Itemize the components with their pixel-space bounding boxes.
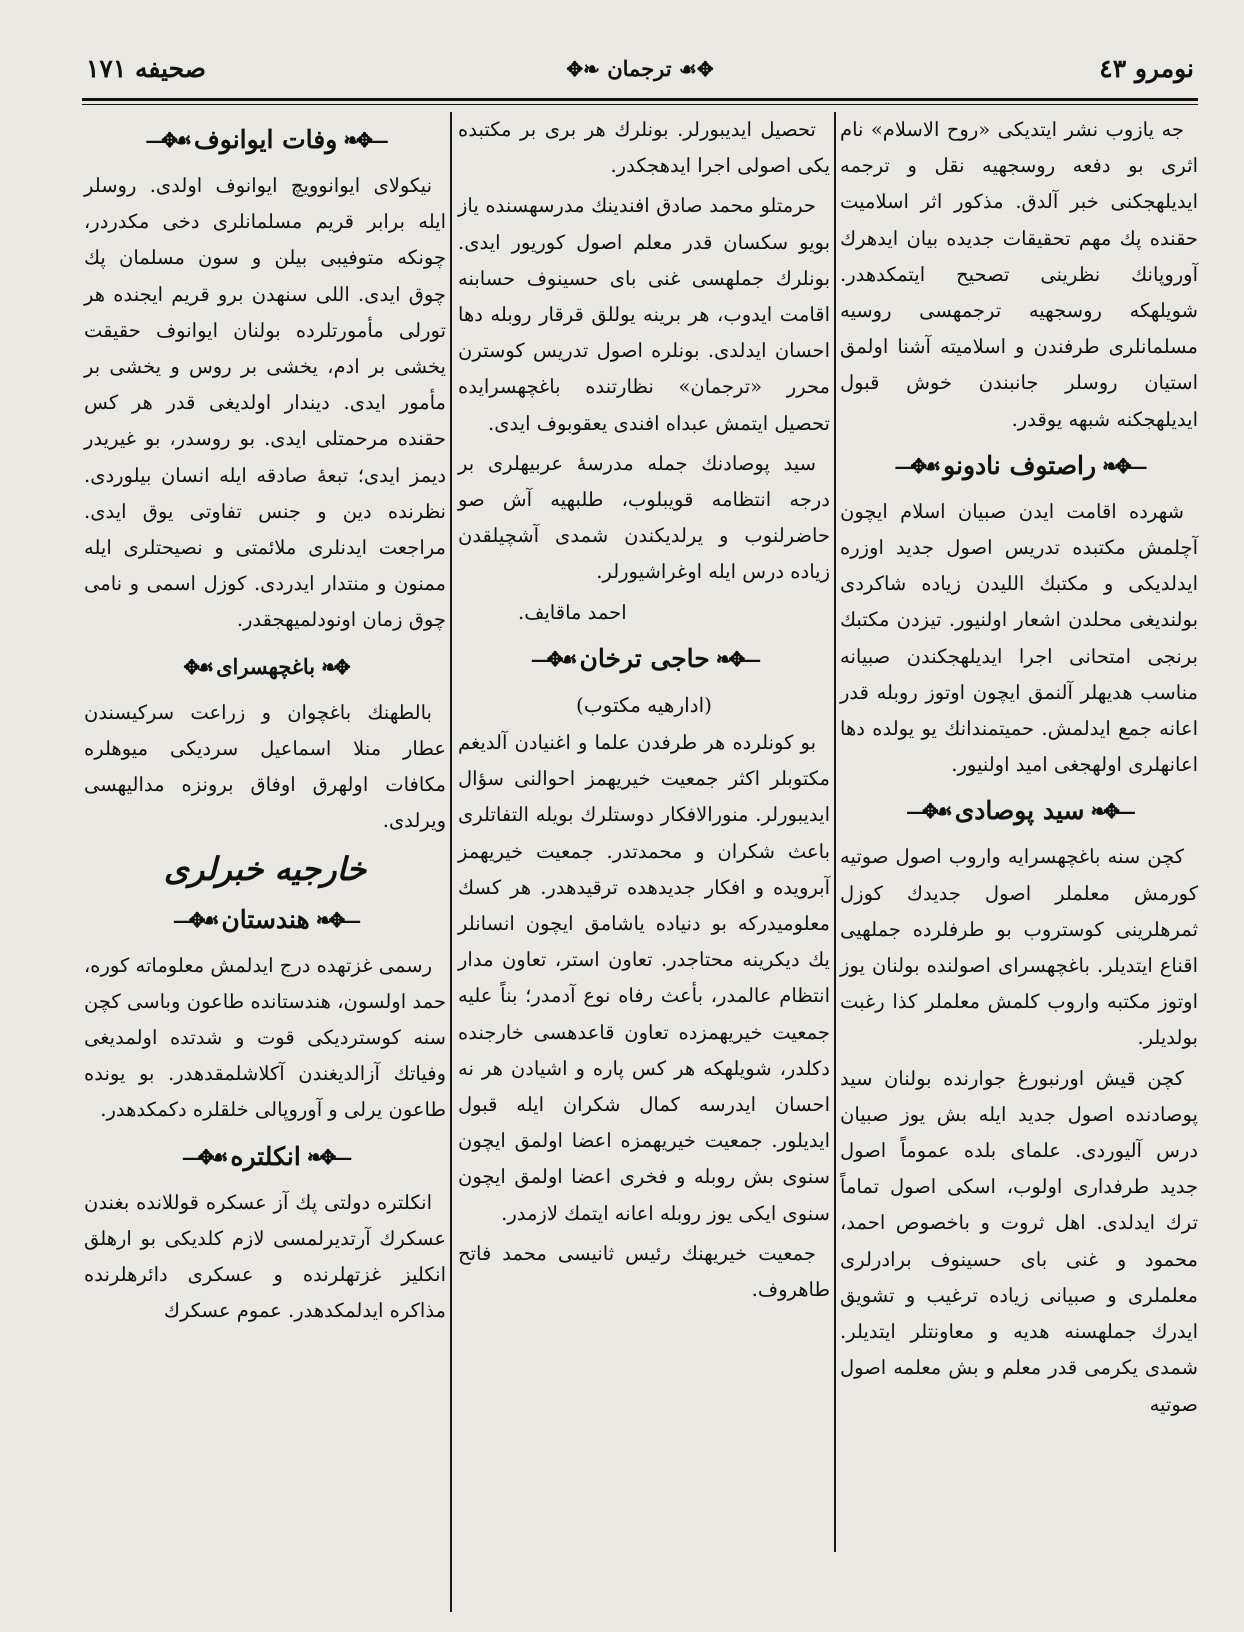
ornament-icon: —✥❧ [315,907,358,932]
article-paragraph: حرمتلو محمد صادق افندینك مدرسهسنده یاز بویو سکسان قدر معلم اصول کوریور ایدی. بونلرك جملهسی غنی بای حسینوف حسابنه اقامت ایدوب، هر برینه یوللق قرقار روبله دها احسان ایدلدی. بونلره اصول تدریس کوسترن محرر «ترجمان» نظارتنده باغچهسرایده تحصیل ایتمش عبداه افندی یعقوبوف ایدی. [458,194,830,435]
page-header [82,50,1198,104]
ornament-icon: ✥❧ [321,654,347,679]
ornament-icon: —✥❧ [715,646,758,671]
ornament-icon: ☙✥— [894,453,938,478]
signature: احمد ماقایف. [518,600,627,624]
ornament-icon: —✥❧ [1102,453,1144,478]
section-heading: —✥❧ حاجی ترخان ☙✥— [458,639,830,679]
article-paragraph: رسمی غزتهده درج ایدلمش معلوماته کوره، حمد اولسون، هندستانده طاعون وباسی کچن سنه کوستردیکی قوت و شدتده اولمدیغی وفیاتك آزالدیغندن آکلاشلمقدهدر. بو یونده طاعون یرلی و آوروپالی خلقلره دکمکدهدر. [84,953,446,1122]
section-heading: —✥❧ هندستان ☙✥— [84,900,446,940]
ornament-icon: ☙✥— [172,907,216,932]
section-heading: ✥❧ باغچهسرای ☙✥ [84,647,446,687]
column-left [84,112,446,1333]
article-paragraph: کچن سنه باغچهسرایه واروب اصول صوتیه کورمش معلملر اصول جدیدك کوزل ثمرهلرینی کوستروب بو طرفلرده جملهیی اقناع ایتدیلر. باغچهسرای اصولنده بولنان یوز اوتوز مکتبه واروب کلمش معلملر کذا رغبت بولدیلر. [840,845,1198,1050]
section-heading: —✥❧ سید پوصادی ☙✥— [840,791,1198,831]
signature: جمعیت خیریهنك رئیس ثانیسی محمد فاتح طاهروف. [458,1241,830,1302]
ornament-icon: ☙✥ [678,57,714,81]
article-paragraph: تحصیل ایدیبورلر. بونلرك هر بری بر مکتبده یکی اصولی اجرا ایدهجکدر. [458,118,830,178]
article-paragraph: انکلتره دولتی پك آز عسکره قوللانده بغندن عسکرك آرتدیرلمسی لازم کلدیکی بو ارهلق انکلیز غزتهلرنده و عسکری دائرهلرنده مذاکره ایدلمکدهدر. عموم عسکرك [84,1190,446,1323]
section-heading: —✥❧ وفات ایوانوف ☙✥— [84,120,446,160]
section-heading: —✥❧ راصتوف نادونو ☙✥— [840,446,1198,486]
article-paragraph: بالطهنك باغچوان و زراعت سرکیسندن عطار منلا اسماعیل سردیکی میوهلره مکافات اولهرق اوفاق برونزه مدالیهسی ویرلدی. [84,700,446,833]
article-paragraph: کچن قیش اورنبورغ جوارنده بولنان سید پوصادنده اصول جدید ایله بش یوز صبیان درس آلیوردی. علمای بلده عموماً اصول جدید طرفداری اولوب، اسکی اصول تماماً ترك ایدلدی. اهل ثروت و باخصوص احمد، محمود و غنی بای حسینوف برادرلری معلملری و صبیانی زیاده ترغیب و تشویق ایدرك جملهسنه هدیه و معاونتلر ایتدیلر. شمدی یکرمی قدر معلم و بش معلمه اصول صوتیه [840,1066,1198,1416]
ornament-icon: ☙✥— [145,128,188,152]
ornament-icon: ☙✥— [530,646,574,671]
article-paragraph: جه یازوب نشر ایتدیکی «روح الاسلام» نام اثری بو دفعه روسجهیه نقل و ترجمه ایدیلهجکنی خبر آلدق. مذکور اثر اسلامیت حقنده پك مهم تحقیقات جدیده بیان ایدهرك آوروپانك نظرینی تصحیح ایتمکدهدر. شویلهکه روسجهیه ترجمهسی روسیه مسلمانلری طرفندن و اسلامیته آشنا اولمق استیان روسلر جانبندن خوش قبول ایدیلهجکنه شبهه یوقدر. [840,118,1198,431]
article-paragraph: بو کونلرده هر طرفدن علما و اغنیادن آلدیغم مکتوبلر اکثر جمعیت خیریهمز احوالنی سؤال ایدیبورلر. منورالافکار دوستلرك بویله التفاتلری باعث شکران و محمدتدر. جمعیت خیریهمز آبرویده و افکار جدیدهده ترقیدهدر. هر کسك معلومیدرکه بو دنیاده یاشامق ایچون انسانلر یك دیکرینه محتاجدر. تعاون استر، تعاون مدار انتظام عالمدر، بأعث رفاه نوع آدمدر؛ بناً علیه جمعیت خیریهمزده تعاون قاعدهسی خارجنده دکلدر، شویلهکه هر کس پاره و اشیادن هر نه احسان ایدرسه کمال شکران ایله قبول ایدیلور. جمعیت خیریهمزه اعضا اولمق ایچون سنوی بش روبله و فخری اعضا اولمق ایچون سنوی ایکی یوز روبله اعانه ایتمك لازمدر. [458,731,830,1225]
ornament-icon: ☙✥— [906,799,949,824]
article-paragraph: سید پوصادنك جمله مدرسهٔ عربیهلری بر درجه انتظامه قویبلوب، طلبهیه آش صو حاضرلنوب و یرلدیکندن شمدی آشچیلقدن زیاده درس ایله اوغراشیورلر. [458,451,830,584]
header-rule-thin [82,104,1198,105]
article-paragraph: نیکولای ایوانوویچ ایوانوف اولدی. روسلر ایله برابر قریم مسلمانلری دخی مکدردر، چونکه متوفیبی بیلن و سون مسلمان پك چوق ایدی. اللی سنهدن برو قریم ایجنده هر تورلی مأمورتلرده بولنان ایوانوف حقیقت یخشی بر ادم، یخشی بر روس و یخشی بر مأمور ایدی. دیندار اولدیغی قدر هر کس حقنده مرحمتلی ایدی. بو روسدر، بو غیریدر دیمز ایدی؛ تبعهٔ صادقه ایله انسان بیلوردی. نظرنده دین و جنس تفاوتی یوق ایدی. مراجعت ایدنلری ملائمتی و نصیحتلری ایله ممنون و منتدار ایدردی. کوزل اسمی و نامی چوق زمان اونودلمیهجقدر. [84,174,446,632]
paper-name: ✥❧ ترجمان ☙✥ [566,56,714,81]
ornament-icon: ☙✥ [183,654,211,679]
page-number: صحیفه ١٧١ [86,54,206,83]
ornament-icon: —✥❧ [343,128,385,152]
section-heading: —✥❧ انکلتره ☙✥— [84,1137,446,1177]
column-divider [834,112,836,1552]
article-paragraph: شهرده اقامت ایدن صبیان اسلام ایچون آچلمش مکتبده تدریس اصول جدید اوزره ایدلدیکی و مکتبك اللیدن زیاده شاکردی بولندیغی محلدن اشعار اولنیور. تیزدن مکتبك برنجی امتحانی اجرا ایدیلهجکندن صبیانه مناسب هدیهلر آلنمق ایچون اوتوز روبله قدر اعانه جمع ایدلمش. حمیتمندانك یو یولده دها اعانهلری اولهجغی امید اولنیور. [840,499,1198,777]
ornament-icon: ☙✥— [181,1144,225,1169]
section-subtitle: (ادارهیه مکتوب) [576,692,712,717]
issue-number: نومرو ٤٣ [1099,54,1194,83]
header-rule [82,98,1198,101]
column-right [840,112,1198,1427]
ornament-icon: —✥❧ [306,1144,349,1169]
column-middle [458,112,830,1312]
column-divider [450,112,452,1612]
ornament-icon: —✥❧ [1090,799,1132,824]
ornament-icon: ✥❧ [566,57,600,81]
section-banner: خارجیه خبرلری [163,850,367,889]
